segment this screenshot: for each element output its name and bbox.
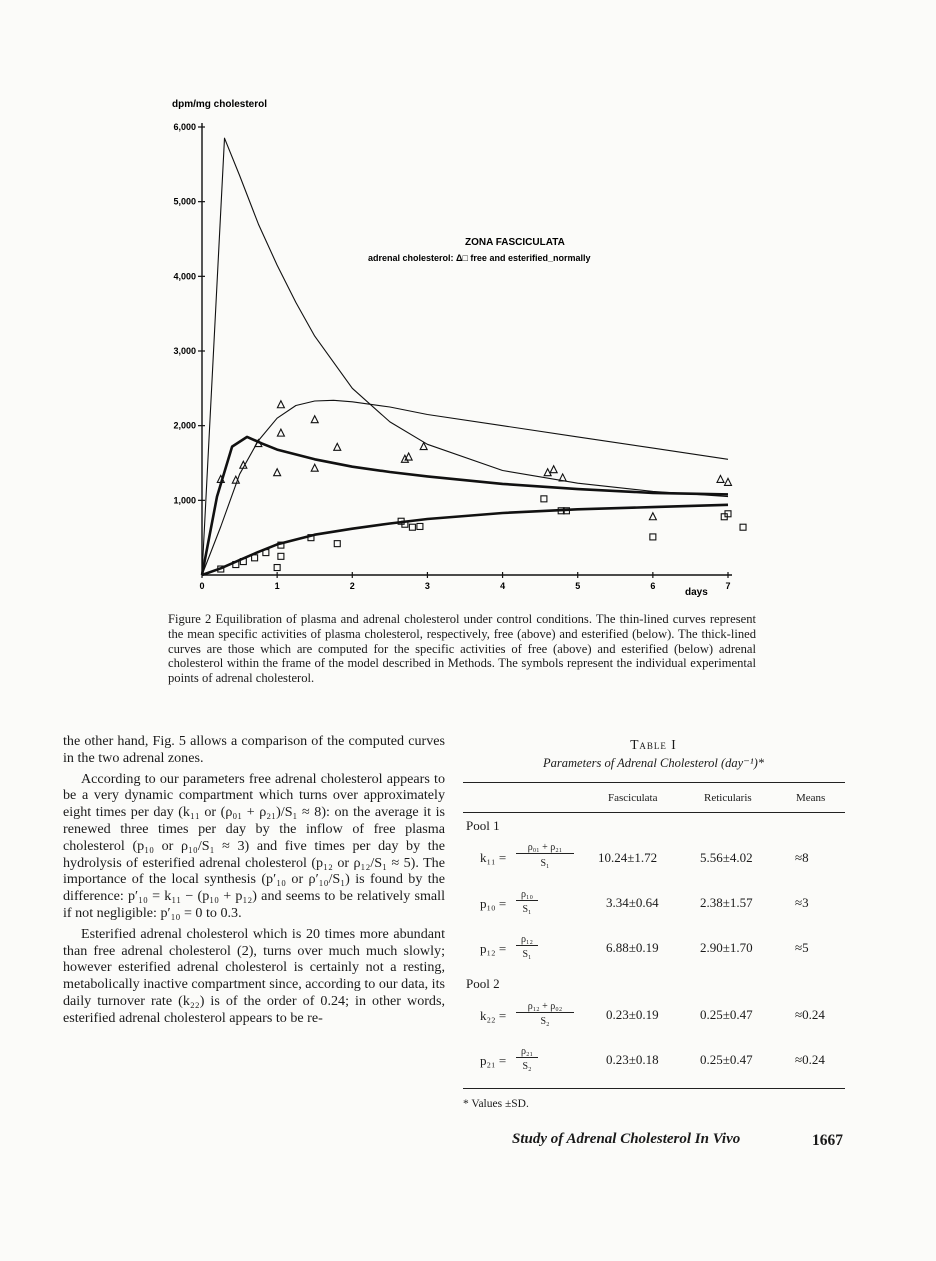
table-header-means: Means <box>796 792 826 804</box>
triangle-point <box>405 453 412 460</box>
x-tick-label: 4 <box>500 581 506 591</box>
table-row-numerator: ρ₁₂ <box>516 934 538 946</box>
triangle-point <box>725 478 732 485</box>
chart-subtitle: adrenal cholesterol: Δ□ free and esterified_normally <box>368 253 591 263</box>
table-cell-fasciculata: 10.24±1.72 <box>598 850 658 865</box>
figure-caption-lead: Figure 2 <box>168 612 212 626</box>
table-row-numerator: ρ₂₁ <box>516 1046 538 1058</box>
paragraph-1: the other hand, Fig. 5 allows a comparison of the computed curves in the two adrenal zones. <box>63 733 445 766</box>
table-cell-fasciculata: 6.88±0.19 <box>606 940 659 955</box>
table-cell-reticularis: 2.90±1.70 <box>700 940 753 955</box>
table-header-fasciculata: Fasciculata <box>608 792 658 804</box>
triangle-point <box>277 429 284 436</box>
table-row-numerator: ρ₀₁ + ρ₂₁ <box>516 842 574 854</box>
figure-caption <box>168 612 756 686</box>
x-tick-label: 3 <box>424 581 430 591</box>
table-footnote: * Values ±SD. <box>463 1098 529 1110</box>
chart-title: ZONA FASCICULATA <box>465 237 565 248</box>
table-row-denominator: S₂ <box>522 1061 532 1072</box>
table-header-reticularis: Reticularis <box>704 792 752 804</box>
table-cell-mean: ≈5 <box>795 940 809 955</box>
x-tick-label: 7 <box>725 581 731 591</box>
square-point <box>409 524 415 530</box>
table-rule-bottom <box>463 1088 845 1089</box>
x-axis-label: days <box>685 587 708 598</box>
y-tick-label: 1,000 <box>173 495 196 506</box>
triangle-point <box>311 464 318 471</box>
square-point <box>650 534 656 540</box>
figure-caption-text: Equilibration of plasma and adrenal cholesterol under control conditions. The thin-lined curves represent the mean specific activities of plasma cholesterol, respectively, free (above) and esterified (below). The thick-lined curves are those which are computed for the specific activities of free (above) and esterified (below) adrenal cholesterol within the frame of the model described in Methods. The symbols represent the individual experimental points of adrenal cholesterol. <box>168 612 756 686</box>
table-row-param: k₁₁ = <box>480 850 507 865</box>
table-pool-1: Pool 1 <box>466 818 500 833</box>
square-point <box>740 524 746 530</box>
table-cell-reticularis: 0.25±0.47 <box>700 1007 753 1022</box>
table-rule-header <box>463 812 845 813</box>
thin-curve <box>202 400 728 575</box>
y-tick-label: 3,000 <box>173 346 196 356</box>
square-point <box>417 523 423 529</box>
triangle-point <box>649 513 656 520</box>
triangle-point <box>274 469 281 476</box>
table-cell-mean: ≈0.24 <box>795 1007 825 1022</box>
table-row-numerator: ρ₁₀ <box>516 889 538 901</box>
table-cell-fasciculata: 0.23±0.18 <box>606 1052 659 1067</box>
x-tick-label: 0 <box>199 581 205 591</box>
x-tick-label: 5 <box>575 581 581 591</box>
table-cell-reticularis: 0.25±0.47 <box>700 1052 753 1067</box>
table-cell-fasciculata: 3.34±0.64 <box>606 895 659 910</box>
x-tick-label: 2 <box>349 581 355 591</box>
figure-2-chart <box>150 90 770 610</box>
table-cell-mean: ≈3 <box>795 895 809 910</box>
table-row-denominator: S₁ <box>540 858 550 869</box>
table-row-denominator: S₁ <box>522 904 532 915</box>
y-axis-label: dpm/mg cholesterol <box>172 99 268 110</box>
x-tick-label: 1 <box>274 581 280 591</box>
table-row-param: k₂₂ = <box>480 1008 507 1023</box>
y-tick-label: 6,000 <box>173 122 196 132</box>
table-rule-top <box>463 782 845 783</box>
square-point <box>278 553 284 559</box>
triangle-point <box>550 466 557 473</box>
thick-curve <box>202 505 728 575</box>
table-pool-2: Pool 2 <box>466 976 500 991</box>
triangle-point <box>717 475 724 482</box>
running-title: Study of Adrenal Cholesterol In Vivo <box>512 1131 741 1147</box>
paragraph-3: Esterified adrenal cholesterol which is 20 times more abundant than free adrenal cholesterol (2), turns over much much slowly; however esterified adrenal cholesterol is certainly not a resting, metabolically inactive compartment since, according to our data, its daily turnover rate (k₂₂) is of the order of 0.24; in other words, esterified adrenal cholesterol appears to be re- <box>63 925 445 1026</box>
triangle-point <box>334 443 341 450</box>
table-row-denominator: S₁ <box>522 949 532 960</box>
table-row-param: p₂₁ = <box>480 1053 507 1068</box>
table-title: Table I <box>630 737 677 752</box>
triangle-point <box>559 474 566 481</box>
table-cell-reticularis: 2.38±1.57 <box>700 895 753 910</box>
table-row-param: p₁₂ = <box>480 941 507 956</box>
table-row-param: p₁₀ = <box>480 896 507 911</box>
square-point <box>274 565 280 571</box>
table-cell-mean: ≈8 <box>795 850 809 865</box>
table-row-denominator: S₂ <box>540 1016 550 1027</box>
thin-curve <box>202 138 728 575</box>
y-tick-label: 5,000 <box>173 196 196 207</box>
table-cell-fasciculata: 0.23±0.19 <box>606 1007 659 1022</box>
page-number: 1667 <box>812 1132 843 1149</box>
y-tick-label: 2,000 <box>173 420 196 431</box>
table-row-numerator: ρ₁₂ + ρ₀₂ <box>516 1001 574 1013</box>
square-point <box>541 496 547 502</box>
paragraph-2: According to our parameters free adrenal cholesterol appears to be a very dynamic compartment which turns over approximately eight times per day (k₁₁ or (ρ₀₁ + ρ₂₁)/S₁ ≈ 8): on the average it is renewed three times per day by the inflow of free plasma cholesterol (p₁₀ or ρ₁₀/S₁ ≈ 3) and five times per day by the hydrolysis of esterified adrenal cholesterol (p₁₂ or ρ₁₂/S₁ ≈ 5). The importance of the local synthesis (p′₁₀ or ρ′₁₀/S₁) is found by the difference: p′₁₀ = k₁₁ − (p₁₀ + p₁₂) and seems to be relatively small if not negligible: p′₁₀ = 0 to 0.3. <box>63 770 445 921</box>
table-cell-reticularis: 5.56±4.02 <box>700 850 753 865</box>
table-subtitle: Parameters of Adrenal Cholesterol (day⁻¹)* <box>543 756 764 770</box>
triangle-point <box>311 416 318 423</box>
x-tick-label: 6 <box>650 581 656 591</box>
y-tick-label: 4,000 <box>173 271 196 282</box>
table-cell-mean: ≈0.24 <box>795 1052 825 1067</box>
left-column-text <box>63 733 445 1031</box>
triangle-point <box>277 401 284 408</box>
square-point <box>334 541 340 547</box>
